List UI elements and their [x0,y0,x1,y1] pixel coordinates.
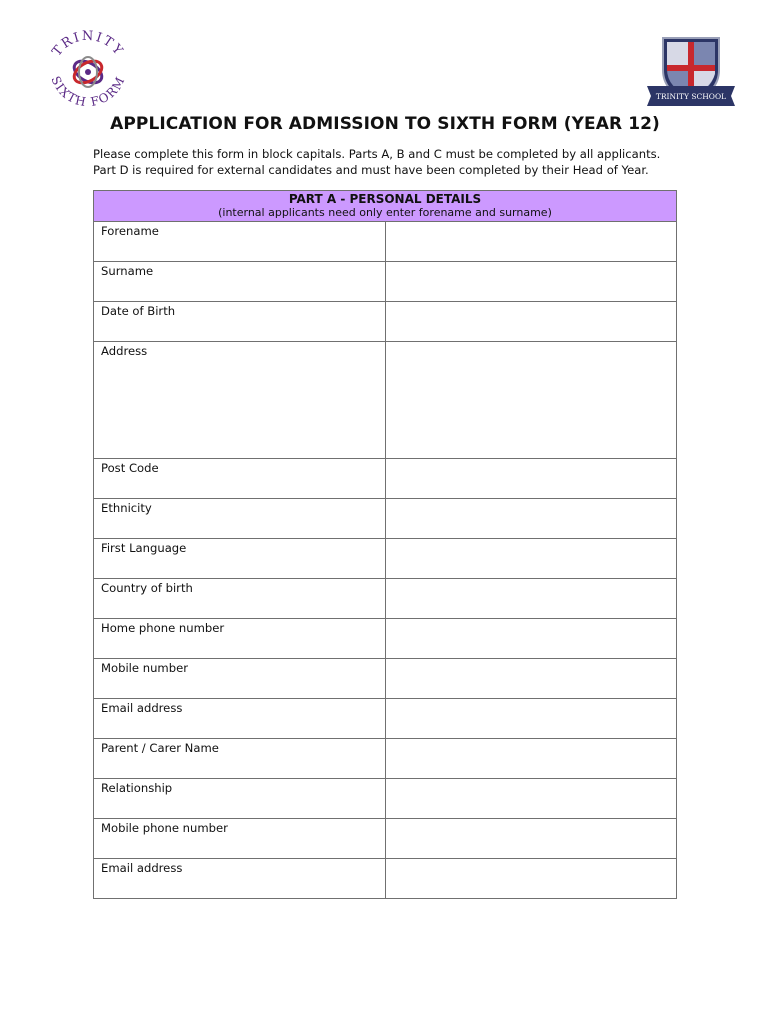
form-row-parent-mobile-phone [94,819,677,859]
form-row-country-of-birth [94,579,677,619]
post-code-field[interactable] [385,459,677,499]
parent-mobile-phone-field[interactable] [385,819,677,859]
first-language-field[interactable] [385,539,677,579]
home-phone-field[interactable] [385,619,677,659]
form-instructions [93,146,693,178]
field-label: Mobile phone number [94,819,386,859]
form-row-surname [94,262,677,302]
form-row-forename [94,222,677,262]
svg-text:SIXTH FORM: SIXTH FORM [48,73,128,110]
form-row-ethnicity [94,499,677,539]
form-row-relationship [94,779,677,819]
svg-text:TRINITY SCHOOL: TRINITY SCHOOL [655,92,727,101]
part-a-note: (internal applicants need only enter forename and surname) [218,206,552,219]
instruction-line-2: Part D is required for external candidates and must have been completed by their Head of Year. [93,163,649,177]
form-row-post-code [94,459,677,499]
form-row-parent-carer-name [94,739,677,779]
ethnicity-field[interactable] [385,499,677,539]
email-address-field[interactable] [385,699,677,739]
parent-carer-name-field[interactable] [385,739,677,779]
address-field[interactable] [385,342,677,459]
field-label: Ethnicity [94,499,386,539]
form-row-mobile-number [94,659,677,699]
field-label: First Language [94,539,386,579]
form-row-email-address [94,699,677,739]
field-label: Home phone number [94,619,386,659]
field-label: Email address [94,699,386,739]
instruction-line-1: Please complete this form in block capitals. Parts A, B and C must be completed by all applicants. [93,147,661,161]
field-label: Country of birth [94,579,386,619]
trinity-school-crest-logo [645,34,737,110]
field-label: Parent / Carer Name [94,739,386,779]
svg-text:TRINITY: TRINITY [49,28,127,60]
field-label: Date of Birth [94,302,386,342]
field-label: Surname [94,262,386,302]
form-row-home-phone [94,619,677,659]
mobile-number-field[interactable] [385,659,677,699]
field-label: Post Code [94,459,386,499]
form-row-parent-email-address [94,859,677,899]
forename-field[interactable] [385,222,677,262]
form-row-first-language [94,539,677,579]
field-label: Forename [94,222,386,262]
country-of-birth-field[interactable] [385,579,677,619]
part-a-header [94,191,677,222]
relationship-field[interactable] [385,779,677,819]
trinity-sixth-form-logo [40,28,136,112]
form-row-address [94,342,677,459]
part-a-title: PART A - PERSONAL DETAILS [288,192,482,206]
date-of-birth-field[interactable] [385,302,677,342]
part-a-personal-details-table [93,190,677,899]
field-label: Address [94,342,386,459]
field-label: Relationship [94,779,386,819]
form-title: APPLICATION FOR ADMISSION TO SIXTH FORM (YEAR 12) [110,114,660,134]
surname-field[interactable] [385,262,677,302]
parent-email-address-field[interactable] [385,859,677,899]
form-row-date-of-birth [94,302,677,342]
field-label: Email address [94,859,386,899]
field-label: Mobile number [94,659,386,699]
